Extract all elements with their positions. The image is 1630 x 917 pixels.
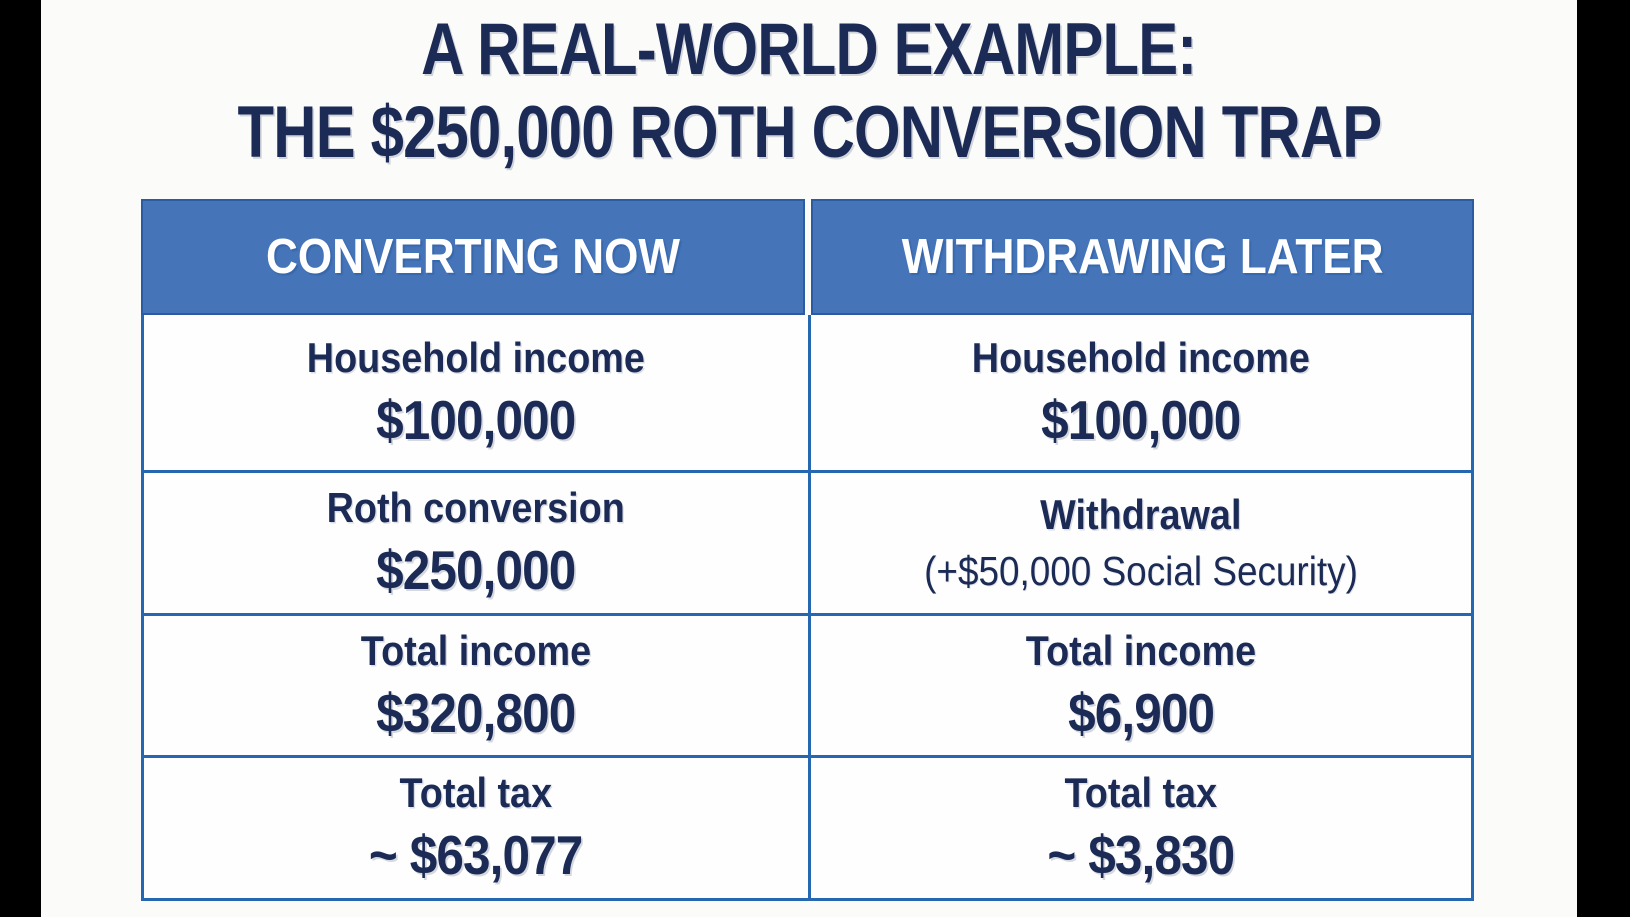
cell-label: Total tax (1064, 769, 1218, 817)
comparison-table (141, 199, 1474, 901)
table-cell-withdrawing-total-income (808, 613, 1472, 755)
cell-value: $100,000 (1041, 388, 1241, 451)
cell-label: Household income (306, 333, 645, 381)
cell-value: $100,000 (376, 388, 576, 451)
letterbox-bar-left (0, 0, 41, 917)
cell-note: (+$50,000 Social Security) (923, 547, 1358, 594)
cell-value: $6,900 (1067, 681, 1214, 744)
table-body (141, 315, 1474, 901)
page-title-line-1: A REAL-WORLD EXAMPLE: (421, 9, 1197, 90)
infographic-content (41, 0, 1577, 917)
column-header-converting-now: CONVERTING NOW (141, 199, 805, 315)
table-cell-converting-total-income (144, 613, 808, 755)
letterbox-bar-right (1577, 0, 1630, 917)
cell-label: Total income (360, 626, 591, 674)
column-header-withdrawing-later: WITHDRAWING LATER (811, 199, 1475, 315)
cell-value: $250,000 (376, 539, 576, 602)
cell-value: ~ $63,077 (369, 824, 583, 887)
table-cell-withdrawing-household-income (808, 315, 1472, 470)
cell-label: Household income (971, 333, 1310, 381)
cell-label: Roth conversion (326, 484, 625, 532)
table-cell-withdrawal (808, 470, 1472, 613)
cell-label: Total tax (399, 769, 553, 817)
table-cell-converting-total-tax (144, 755, 808, 898)
cell-label: Withdrawal (1040, 491, 1242, 539)
table-cell-converting-household-income (144, 315, 808, 470)
table-cell-withdrawing-total-tax (808, 755, 1472, 898)
cell-value: ~ $3,830 (1047, 824, 1235, 887)
page-title (41, 8, 1577, 174)
cell-label: Total income (1025, 626, 1256, 674)
page-title-line-2: THE $250,000 ROTH CONVERSION TRAP (237, 92, 1381, 173)
cell-value: $320,800 (376, 681, 576, 744)
table-header-row (141, 199, 1474, 315)
table-cell-roth-conversion (144, 470, 808, 613)
